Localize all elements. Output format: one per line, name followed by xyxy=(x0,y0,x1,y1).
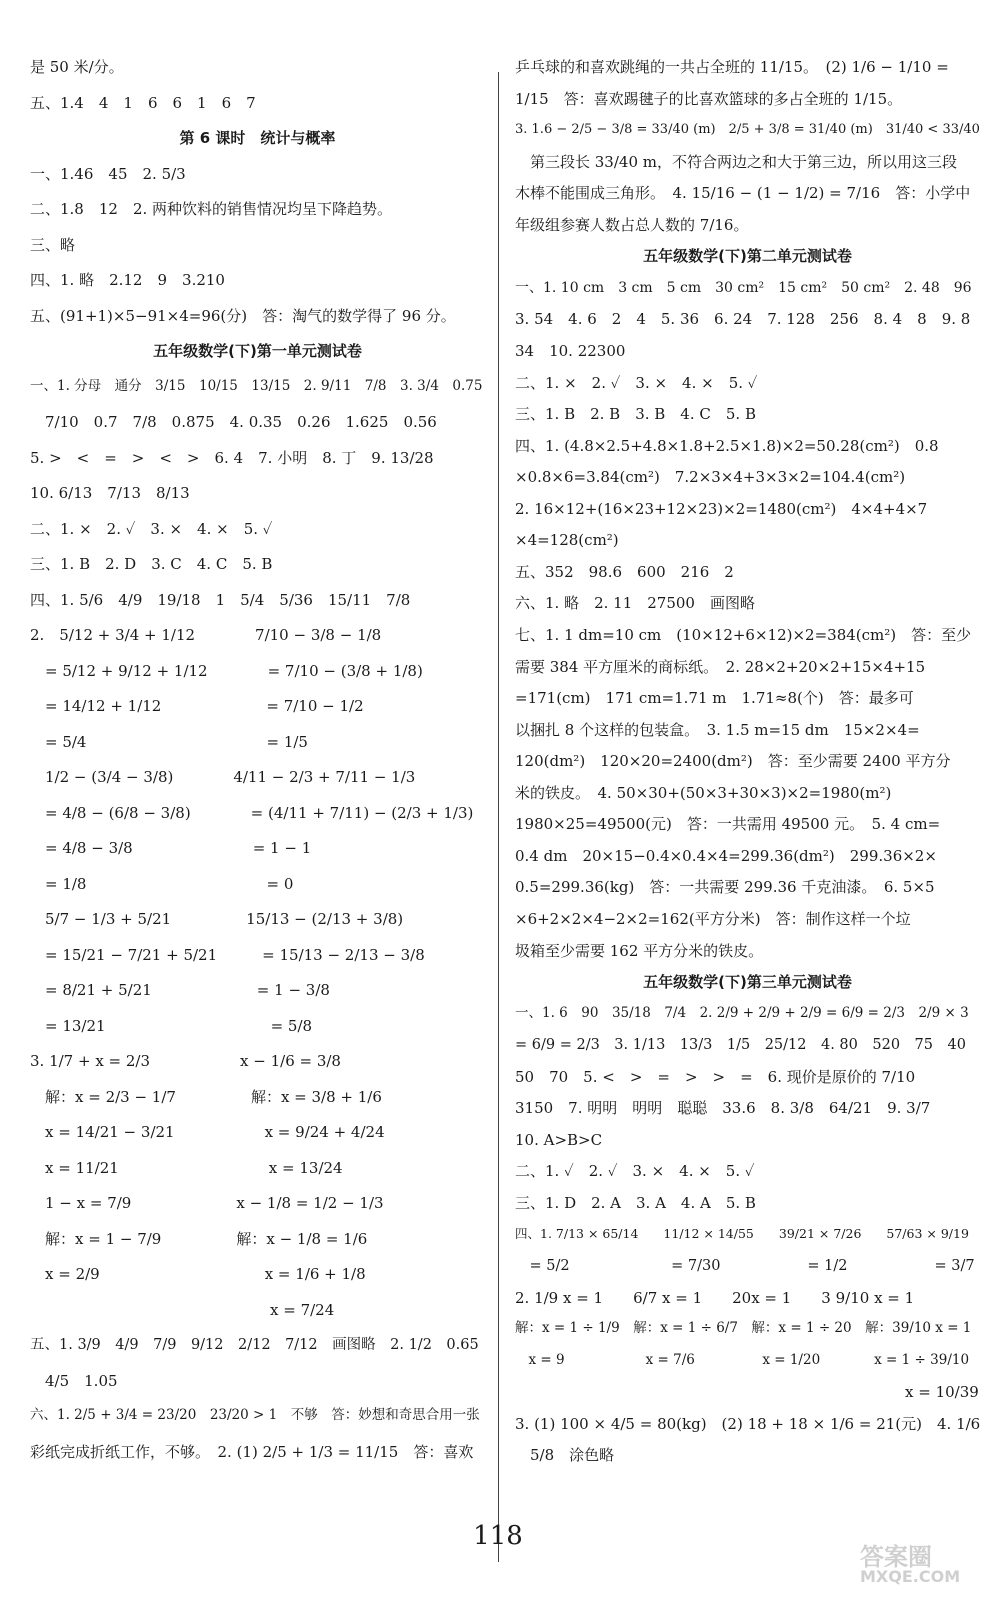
answer-line: 四、1. (4.8×2.5+4.8×1.8+2.5×1.8)×2=50.28(cm²) 0.8 xyxy=(515,437,939,455)
answer-line: 年级组参赛人数占总人数的 7/16。 xyxy=(515,216,749,234)
answer-line: 一、1. 6 90 35/18 7/4 2. 2/9 + 2/9 + 2/9 = 6/9 = 2/3 2/9 × 3 xyxy=(515,1005,969,1021)
answer-line: 七、1. 1 dm=10 cm (10×12+6×12)×2=384(cm²) 答：至少 xyxy=(515,626,972,644)
watermark-cn: 答案圈 xyxy=(860,1543,932,1571)
answer-line: = 5/4 = 1/5 xyxy=(30,733,308,751)
answer-line: 圾箱至少需要 162 平方分米的铁皮。 xyxy=(515,942,764,960)
page-number: 118 xyxy=(473,1521,523,1551)
answer-line: x = 2/9 x = 1/6 + 1/8 xyxy=(30,1265,366,1283)
watermark-logo xyxy=(860,1545,986,1595)
answer-line: 二、1. × 2. ✓ 3. × 4. × 5. ✓ xyxy=(30,520,273,538)
answer-line: 四、1. 略 2.12 9 3.210 xyxy=(30,271,225,289)
answer-line: 5/8 涂色略 xyxy=(515,1446,615,1464)
answer-line: 第三段长 33/40 m，不符合两边之和大于第三边，所以用这三段 xyxy=(515,153,957,171)
answer-line: 彩纸完成折纸工作，不够。 2. (1) 2/5 + 1/3 = 11/15 答：喜欢 xyxy=(30,1443,474,1461)
answer-line: 五、1. 3/9 4/9 7/9 9/12 2/12 7/12 画图略 2. 1/2 0.65 xyxy=(30,1337,479,1353)
answer-line: 3. 54 4. 6 2 4 5. 36 6. 24 7. 128 256 8. 4 8 9. 8 xyxy=(515,310,971,328)
section-heading: 第 6 课时 统计与概率 xyxy=(179,129,336,147)
answer-line: x = 9 x = 7/6 x = 1/20 x = 1 ÷ 39/10 xyxy=(515,1352,970,1368)
answer-line: x = 10/39 xyxy=(515,1383,979,1401)
answer-line: 7/10 0.7 7/8 0.875 4. 0.35 0.26 1.625 0.56 xyxy=(30,413,437,431)
answer-line: 4/5 1.05 xyxy=(30,1372,118,1390)
answer-line: 是 50 米/分。 xyxy=(30,58,124,76)
answer-line: 以捆扎 8 个这样的包装盒。 3. 1.5 m=15 dm 15×2×4= xyxy=(515,721,920,739)
answer-line: x = 14/21 − 3/21 x = 9/24 + 4/24 xyxy=(30,1123,385,1141)
answer-line: 50 70 5. < > = > > = 6. 现价是原价的 7/10 xyxy=(515,1068,916,1086)
answer-line: 二、1. × 2. ✓ 3. × 4. × 5. ✓ xyxy=(515,374,758,392)
answer-line: 五、1.4 4 1 6 6 1 6 7 xyxy=(30,94,256,112)
column-divider xyxy=(498,72,499,1562)
answer-line: = 14/12 + 1/12 = 7/10 − 1/2 xyxy=(30,697,364,715)
answer-line: 乒乓球的和喜欢跳绳的一共占全班的 11/15。 (2) 1/6 − 1/10 = xyxy=(515,58,949,76)
answer-line: 1 − x = 7/9 x − 1/8 = 1/2 − 1/3 xyxy=(30,1194,384,1212)
answer-line: x = 11/21 x = 13/24 xyxy=(30,1159,343,1177)
section-heading: 五年级数学(下)第二单元测试卷 xyxy=(643,247,852,265)
answer-line: 2. 16×12+(16×23+12×23)×2=1480(cm²) 4×4+4×7 xyxy=(515,500,928,518)
watermark-en: MXQE.COM xyxy=(860,1567,961,1586)
answer-line: 五、(91+1)×5−91×4=96(分) 答：淘气的数学得了 96 分。 xyxy=(30,307,456,325)
answer-line: 5/7 − 1/3 + 5/21 15/13 − (2/13 + 3/8) xyxy=(30,910,404,928)
answer-line: 需要 384 平方厘米的商标纸。 2. 28×2+20×2+15×4+15 xyxy=(515,658,926,676)
answer-line: 五、352 98.6 600 216 2 xyxy=(515,563,734,581)
answer-line: 三、1. B 2. D 3. C 4. C 5. B xyxy=(30,555,273,573)
answer-line: 3. (1) 100 × 4/5 = 80(kg) (2) 18 + 18 × 1/6 = 21(元) 4. 1/6 xyxy=(515,1415,981,1433)
answer-line: =171(cm) 171 cm=1.71 m 1.71≈8(个) 答：最多可 xyxy=(515,689,914,707)
answer-line: 一、1.46 45 2. 5/3 xyxy=(30,165,186,183)
answer-line: 2. 1/9 x = 1 6/7 x = 1 20x = 1 3 9/10 x = 1 xyxy=(515,1289,915,1307)
answer-line: 米的铁皮。 4. 50×30+(50×3+30×3)×2=1980(m²) xyxy=(515,784,892,802)
left-answer-column xyxy=(30,60,485,1540)
answer-line: 解：x = 2/3 − 1/7 解：x = 3/8 + 1/6 xyxy=(30,1088,382,1106)
answer-line: = 4/8 − 3/8 = 1 − 1 xyxy=(30,839,312,857)
answer-line: 3. 1.6 − 2/5 − 3/8 = 33/40 (m) 2/5 + 3/8 = 31/40 (m) 31/40 < 33/40 xyxy=(515,122,980,137)
answer-line: 5. > < = > < > 6. 4 7. 小明 8. 丁 9. 13/28 xyxy=(30,449,434,467)
answer-line: = 6/9 = 2/3 3. 1/13 13/3 1/5 25/12 4. 80 520 75 40 xyxy=(515,1037,966,1053)
answer-line: 木棒不能围成三角形。 4. 15/16 − (1 − 1/2) = 7/16 答：小学中 xyxy=(515,184,971,202)
answer-line: = 15/21 − 7/21 + 5/21 = 15/13 − 2/13 − 3/8 xyxy=(30,946,425,964)
answer-line: = 13/21 = 5/8 xyxy=(30,1017,313,1035)
answer-line: 三、1. B 2. B 3. B 4. C 5. B xyxy=(515,405,756,423)
answer-line: 0.4 dm 20×15−0.4×0.4×4=299.36(dm²) 299.36×2× xyxy=(515,847,937,865)
answer-line: 34 10. 22300 xyxy=(515,342,626,360)
answer-line: 三、略 xyxy=(30,236,76,254)
answer-line: 解：x = 1 − 7/9 解：x − 1/8 = 1/6 xyxy=(30,1230,368,1248)
right-answer-column xyxy=(515,60,980,1540)
answer-line: 120(dm²) 120×20=2400(dm²) 答：至少需要 2400 平方分 xyxy=(515,752,951,770)
answer-line: 1980×25=49500(元) 答：一共需用 49500 元。 5. 4 cm= xyxy=(515,815,941,833)
answer-line: = 5/12 + 9/12 + 1/12 = 7/10 − (3/8 + 1/8) xyxy=(30,662,423,680)
answer-line: x = 7/24 xyxy=(30,1301,335,1319)
answer-line: 解：x = 1 ÷ 1/9 解：x = 1 ÷ 6/7 解：x = 1 ÷ 20 解：39/10 x = 1 xyxy=(515,1320,972,1336)
answer-line: 10. 6/13 7/13 8/13 xyxy=(30,484,190,502)
answer-line: 0.5=299.36(kg) 答：一共需要 299.36 千克油漆。 6. 5×5 xyxy=(515,878,935,896)
answer-line: = 5/2 = 7/30 = 1/2 = 3/7 xyxy=(515,1258,975,1274)
answer-line: 一、1. 10 cm 3 cm 5 cm 30 cm² 15 cm² 50 cm² 2. 48 96 xyxy=(515,280,972,296)
answer-line: 1/2 − (3/4 − 3/8) 4/11 − 2/3 + 7/11 − 1/3 xyxy=(30,768,416,786)
section-heading: 五年级数学(下)第一单元测试卷 xyxy=(153,342,362,360)
answer-line: 四、1. 7/13 × 65/14 11/12 × 14/55 39/21 × 7/26 57/63 × 9/19 xyxy=(515,1226,969,1241)
answer-line: = 8/21 + 5/21 = 1 − 3/8 xyxy=(30,981,330,999)
answer-line: 四、1. 5/6 4/9 19/18 1 5/4 5/36 15/11 7/8 xyxy=(30,591,411,609)
section-heading: 五年级数学(下)第三单元测试卷 xyxy=(643,973,852,991)
answer-line: ×0.8×6=3.84(cm²) 7.2×3×4+3×3×2=104.4(cm²) xyxy=(515,468,906,486)
answer-line: 三、1. D 2. A 3. A 4. A 5. B xyxy=(515,1194,756,1212)
answer-line: = 1/8 = 0 xyxy=(30,875,294,893)
answer-line: ×6+2×2×4−2×2=162(平方分米) 答：制作这样一个垃 xyxy=(515,910,911,928)
answer-line: 2. 5/12 + 3/4 + 1/12 7/10 − 3/8 − 1/8 xyxy=(30,626,382,644)
answer-line: 六、1. 略 2. 11 27500 画图略 xyxy=(515,594,755,612)
answer-line: 3. 1/7 + x = 2/3 x − 1/6 = 3/8 xyxy=(30,1052,341,1070)
answer-line: 10. A>B>C xyxy=(515,1131,603,1149)
answer-line: ×4=128(cm²) xyxy=(515,531,619,549)
answer-line: 3150 7. 明明 明明 聪聪 33.6 8. 3/8 64/21 9. 3/7 xyxy=(515,1099,931,1117)
answer-line: 二、1. ✓ 2. ✓ 3. × 4. × 5. ✓ xyxy=(515,1162,755,1180)
answer-line: = 4/8 − (6/8 − 3/8) = (4/11 + 7/11) − (2/3 + 1/3) xyxy=(30,804,474,822)
answer-line: 1/15 答：喜欢踢毽子的比喜欢篮球的多占全班的 1/15。 xyxy=(515,90,903,108)
answer-line: 六、1. 2/5 + 3/4 = 23/20 23/20 > 1 不够 答：妙想和奇思合用一张 xyxy=(30,1407,480,1423)
answer-line: 一、1. 分母 通分 3/15 10/15 13/15 2. 9/11 7/8 3. 3/4 0.75 xyxy=(30,378,483,394)
answer-line: 二、1.8 12 2. 两种饮料的销售情况均呈下降趋势。 xyxy=(30,200,393,218)
